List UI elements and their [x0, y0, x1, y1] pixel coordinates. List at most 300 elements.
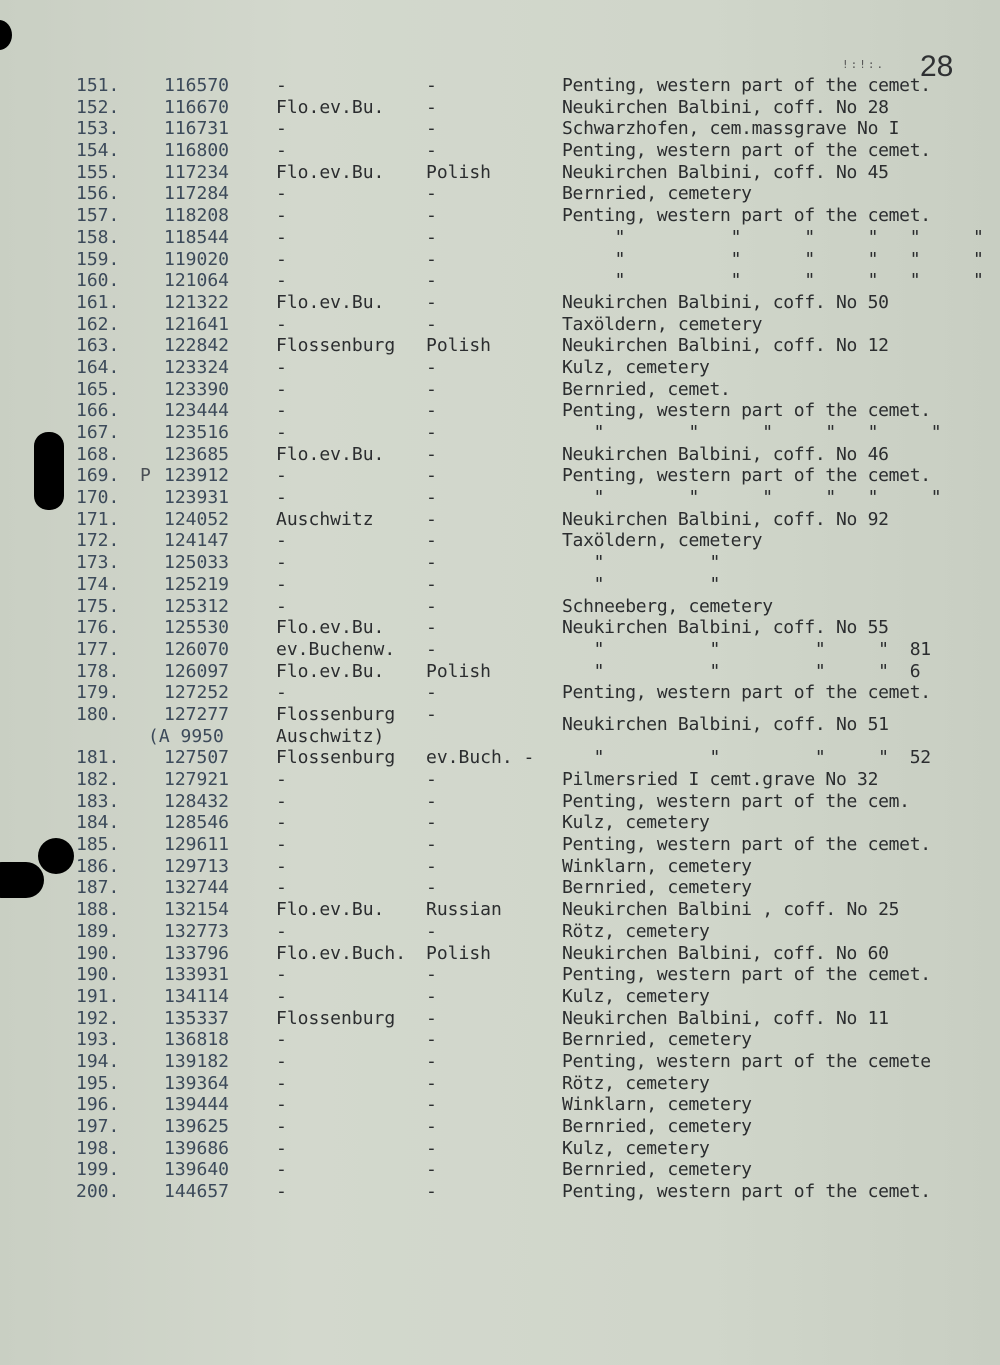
row-prefix: P [140, 465, 151, 487]
nationality: - [426, 638, 437, 660]
origin-camp: - [276, 248, 287, 270]
burial-place: Kulz, cemetery [562, 356, 710, 378]
table-row [0, 1181, 1000, 1203]
registration-number: 123390 [164, 378, 230, 400]
table-row [0, 487, 1000, 509]
nationality: - [426, 422, 437, 443]
nationality: - [426, 552, 437, 574]
row-number: 172. [76, 530, 120, 552]
table-row [0, 1051, 1000, 1073]
burial-place: Neukirchen Balbini, coff. No 55 [562, 617, 889, 639]
row-number: 194. [76, 1050, 120, 1072]
registration-number: 139686 [164, 1137, 230, 1159]
table-row [0, 1073, 1000, 1095]
burial-place: Bernried, cemetery [562, 1029, 752, 1051]
table-row [0, 444, 1000, 466]
origin-camp: - [276, 118, 287, 140]
origin-camp: - [276, 1029, 287, 1051]
nationality: Polish [426, 161, 492, 183]
table-row [0, 205, 1000, 227]
nationality: - [426, 573, 437, 595]
registration-number: 117284 [164, 183, 230, 205]
table-row [0, 335, 1000, 357]
registration-number: 128432 [164, 790, 230, 812]
origin-camp: - [276, 1072, 287, 1094]
registration-number: 132773 [164, 920, 230, 942]
origin-camp: - [276, 422, 287, 443]
origin-camp: - [276, 769, 287, 791]
burial-place: Penting, western part of the cemet. [562, 400, 931, 422]
registration-number: 116731 [164, 118, 230, 140]
row-number: 196. [76, 1094, 120, 1116]
origin-camp: - [276, 487, 287, 509]
origin-camp: Flossenburg [276, 703, 396, 725]
table-row [0, 552, 1000, 574]
row-number: 159. [76, 248, 120, 270]
nationality: - [426, 595, 437, 617]
burial-place: " " " " " " [562, 270, 984, 292]
origin-camp: - [276, 552, 287, 574]
table-row [0, 943, 1000, 965]
nationality: - [426, 530, 437, 552]
row-number: 192. [76, 1007, 120, 1029]
row-number: 190. [76, 942, 120, 964]
origin-camp: - [276, 183, 287, 205]
registration-number: 129611 [164, 834, 230, 856]
row-number: 186. [76, 855, 120, 877]
nationality: - [426, 1137, 437, 1159]
nationality: Polish [426, 660, 492, 682]
table-row [0, 400, 1000, 422]
burial-place: Penting, western part of the cemete [562, 1050, 931, 1072]
nationality: - [426, 682, 437, 704]
row-number: 189. [76, 920, 120, 942]
burial-place: " " [562, 573, 721, 595]
registration-number: 125219 [164, 573, 230, 595]
registration-number: 123444 [164, 400, 230, 422]
origin-camp: Flo.ev.Bu. [276, 443, 385, 465]
page-number: 28 [920, 50, 954, 83]
row-number: 182. [76, 769, 120, 791]
table-row [0, 422, 1000, 444]
row-number: 161. [76, 291, 120, 313]
row-number: 152. [76, 96, 120, 118]
table-row [0, 791, 1000, 813]
row-number: 165. [76, 378, 120, 400]
burial-place: Penting, western part of the cemet. [562, 1181, 931, 1203]
row-number: 174. [76, 573, 120, 595]
table-row [0, 661, 1000, 683]
burial-place: " " " " " " [562, 487, 942, 509]
row-number: 199. [76, 1159, 120, 1181]
burial-place: Penting, western part of the cemet. [562, 465, 931, 487]
nationality: - [426, 1072, 437, 1094]
table-row [0, 270, 1000, 292]
row-number: 187. [76, 877, 120, 899]
registration-number: 139444 [164, 1094, 230, 1116]
registration-number: 128546 [164, 812, 230, 834]
registration-number: 121322 [164, 291, 230, 313]
table-row [0, 747, 1000, 769]
origin-camp: - [276, 964, 287, 986]
origin-camp: - [276, 1181, 287, 1203]
table-row [0, 530, 1000, 552]
burial-place: Neukirchen Balbini, coff. No 50 [562, 291, 889, 313]
row-number: 179. [76, 682, 120, 704]
burial-place: Taxöldern, cemetery [562, 530, 763, 552]
nationality: - [426, 964, 437, 986]
origin-camp: - [276, 595, 287, 617]
origin-camp: - [276, 834, 287, 856]
registration-number: 123516 [164, 422, 230, 443]
burial-place: Bernried, cemetery [562, 1116, 752, 1138]
burial-place: Schwarzhofen, cem.massgrave No I [562, 118, 900, 140]
burial-place: " " [562, 552, 721, 574]
registration-number: 127252 [164, 682, 230, 704]
row-number: 188. [76, 899, 120, 921]
burial-place: Penting, western part of the cemet. [562, 834, 931, 856]
registration-number: 126097 [164, 660, 230, 682]
registration-number: 121064 [164, 270, 230, 292]
burial-place: Rötz, cemetery [562, 920, 710, 942]
origin-camp: - [276, 877, 287, 899]
registration-number: 139625 [164, 1116, 230, 1138]
table-row [0, 314, 1000, 336]
nationality: - [426, 508, 437, 530]
burial-place: " " " " 52 [562, 747, 931, 769]
row-number: 185. [76, 834, 120, 856]
nationality: - [426, 769, 437, 791]
origin-camp: - [276, 465, 287, 487]
burial-place: Neukirchen Balbini, coff. No 28 [562, 96, 889, 118]
registration-number: 125312 [164, 595, 230, 617]
table-row [0, 1159, 1000, 1181]
origin-camp: - [276, 205, 287, 227]
registration-number: 134114 [164, 985, 230, 1007]
nationality: - [426, 443, 437, 465]
table-row [0, 227, 1000, 249]
row-number: 171. [76, 508, 120, 530]
nationality: - [426, 183, 437, 205]
registration-number-secondary: (A 9950 [148, 725, 224, 747]
registration-number: 132744 [164, 877, 230, 899]
origin-camp: - [276, 378, 287, 400]
registration-number: 127277 [164, 703, 230, 725]
table-row [0, 704, 1000, 747]
registration-number: 118544 [164, 226, 230, 248]
origin-camp: Flo.ev.Bu. [276, 617, 385, 639]
registration-number: 123912 [164, 465, 230, 487]
table-row [0, 921, 1000, 943]
nationality: - [426, 920, 437, 942]
row-number: 168. [76, 443, 120, 465]
table-row [0, 899, 1000, 921]
burial-place: Penting, western part of the cem. [562, 790, 910, 812]
registration-number: 125530 [164, 617, 230, 639]
registration-number: 124052 [164, 508, 230, 530]
origin-camp: - [276, 1094, 287, 1116]
registration-number: 135337 [164, 1007, 230, 1029]
table-row [0, 1116, 1000, 1138]
row-number: 181. [76, 747, 120, 769]
nationality: - [426, 487, 437, 509]
origin-camp: - [276, 313, 287, 335]
registration-number: 125033 [164, 552, 230, 574]
table-row [0, 249, 1000, 271]
nationality: - [426, 356, 437, 378]
origin-camp: Flo.ev.Bu. [276, 291, 385, 313]
burial-place: Winklarn, cemetery [562, 1094, 752, 1116]
registration-number: 133931 [164, 964, 230, 986]
origin-camp: - [276, 985, 287, 1007]
nationality: - [426, 1116, 437, 1138]
nationality: - [426, 465, 437, 487]
table-row [0, 639, 1000, 661]
nationality: - [426, 1159, 437, 1181]
row-number: 200. [76, 1181, 120, 1203]
burial-place: Bernried, cemetery [562, 1159, 752, 1181]
burial-place: " " " " 81 [562, 638, 931, 660]
origin-camp: - [276, 75, 287, 96]
origin-camp: - [276, 226, 287, 248]
registration-number: 132154 [164, 899, 230, 921]
table-row [0, 574, 1000, 596]
origin-camp: ev.Buchenw. [276, 638, 396, 660]
nationality: - [426, 400, 437, 422]
origin-camp: - [276, 573, 287, 595]
table-row [0, 964, 1000, 986]
origin-camp: - [276, 356, 287, 378]
origin-camp: - [276, 855, 287, 877]
table-row [0, 986, 1000, 1008]
row-number: 190. [76, 964, 120, 986]
origin-camp: - [276, 920, 287, 942]
row-number: 193. [76, 1029, 120, 1051]
burial-place: Neukirchen Balbini, coff. No 92 [562, 508, 889, 530]
nationality: - [426, 812, 437, 834]
registration-number: 136818 [164, 1029, 230, 1051]
nationality: - [426, 1050, 437, 1072]
row-number: 184. [76, 812, 120, 834]
table-row [0, 509, 1000, 531]
nationality: - [426, 270, 437, 292]
origin-camp: - [276, 1116, 287, 1138]
nationality: - [426, 140, 437, 162]
burial-place: Schneeberg, cemetery [562, 595, 773, 617]
burial-place: Penting, western part of the cemet. [562, 682, 931, 704]
row-number: 198. [76, 1137, 120, 1159]
burial-place: Neukirchen Balbini, coff. No 51 [562, 713, 889, 735]
burial-place: Neukirchen Balbini, coff. No 46 [562, 443, 889, 465]
row-number: 151. [76, 75, 120, 96]
origin-camp: - [276, 1159, 287, 1181]
nationality: Polish [426, 335, 492, 357]
punch-hole-top [0, 20, 12, 50]
table-row [0, 877, 1000, 899]
origin-camp: - [276, 530, 287, 552]
row-number: 166. [76, 400, 120, 422]
origin-camp-secondary: Auschwitz) [276, 725, 385, 747]
burial-place: Kulz, cemetery [562, 812, 710, 834]
registration-number: 124147 [164, 530, 230, 552]
burial-place: Taxöldern, cemetery [562, 313, 763, 335]
nationality: - [426, 877, 437, 899]
table-row [0, 292, 1000, 314]
row-number: 167. [76, 422, 120, 443]
table-row [0, 596, 1000, 618]
registration-number: 127921 [164, 769, 230, 791]
nationality: - [426, 1181, 437, 1203]
burial-place: Penting, western part of the cemet. [562, 205, 931, 227]
nationality: - [426, 1007, 437, 1029]
origin-camp: - [276, 1137, 287, 1159]
nationality: - [426, 855, 437, 877]
registration-number: 139364 [164, 1072, 230, 1094]
origin-camp: Auschwitz [276, 508, 374, 530]
nationality: - [426, 75, 437, 96]
burial-place: Kulz, cemetery [562, 1137, 710, 1159]
origin-camp: - [276, 140, 287, 162]
origin-camp: Flossenburg [276, 1007, 396, 1029]
origin-camp: Flo.ev.Buch. [276, 942, 407, 964]
row-number: 177. [76, 638, 120, 660]
row-number: 163. [76, 335, 120, 357]
registration-number: 144657 [164, 1181, 230, 1203]
nationality: - [426, 248, 437, 270]
row-number: 191. [76, 985, 120, 1007]
burial-place: Neukirchen Balbini, coff. No 11 [562, 1007, 889, 1029]
table-row [0, 118, 1000, 140]
burial-place: Pilmersried I cemt.grave No 32 [562, 769, 879, 791]
origin-camp: - [276, 812, 287, 834]
row-number: 160. [76, 270, 120, 292]
row-number: 170. [76, 487, 120, 509]
table-row [0, 1008, 1000, 1030]
burial-place: Neukirchen Balbini , coff. No 25 [562, 899, 900, 921]
nationality: - [426, 96, 437, 118]
burial-place: Bernried, cemetery [562, 183, 752, 205]
table-row [0, 140, 1000, 162]
row-number: 162. [76, 313, 120, 335]
table-row [0, 1029, 1000, 1051]
register-table [0, 75, 1000, 1203]
registration-number: 123931 [164, 487, 230, 509]
table-row [0, 379, 1000, 401]
nationality: - [426, 205, 437, 227]
burial-place: Neukirchen Balbini, coff. No 12 [562, 335, 889, 357]
origin-camp: - [276, 1050, 287, 1072]
table-row [0, 357, 1000, 379]
row-number: 158. [76, 226, 120, 248]
burial-place: Kulz, cemetery [562, 985, 710, 1007]
page-mark: !:!:. [842, 58, 886, 71]
registration-number: 127507 [164, 747, 230, 769]
burial-place: Rötz, cemetery [562, 1072, 710, 1094]
registration-number: 139182 [164, 1050, 230, 1072]
nationality: - [426, 985, 437, 1007]
row-number: 178. [76, 660, 120, 682]
row-number: 173. [76, 552, 120, 574]
origin-camp: Flo.ev.Bu. [276, 660, 385, 682]
registration-number: 123324 [164, 356, 230, 378]
registration-number: 118208 [164, 205, 230, 227]
burial-place: Penting, western part of the cemet. [562, 964, 931, 986]
burial-place: Bernried, cemetery [562, 877, 752, 899]
row-number: 153. [76, 118, 120, 140]
row-number: 183. [76, 790, 120, 812]
registration-number: 116670 [164, 96, 230, 118]
registration-number: 117234 [164, 161, 230, 183]
burial-place: " " " " 6 [562, 660, 921, 682]
table-row [0, 183, 1000, 205]
nationality: - [426, 1029, 437, 1051]
table-row [0, 1094, 1000, 1116]
table-row [0, 162, 1000, 184]
burial-place: Penting, western part of the cemet. [562, 75, 931, 96]
row-number: 157. [76, 205, 120, 227]
row-number: 195. [76, 1072, 120, 1094]
table-row [0, 812, 1000, 834]
registration-number: 139640 [164, 1159, 230, 1181]
origin-camp: Flossenburg [276, 335, 396, 357]
burial-place: Neukirchen Balbini, coff. No 60 [562, 942, 889, 964]
table-row [0, 682, 1000, 704]
nationality: Polish [426, 942, 492, 964]
origin-camp: - [276, 400, 287, 422]
origin-camp: Flossenburg [276, 747, 396, 769]
table-row [0, 769, 1000, 791]
registration-number: 119020 [164, 248, 230, 270]
table-row [0, 617, 1000, 639]
registration-number: 116570 [164, 75, 230, 96]
table-row [0, 465, 1000, 487]
row-number: 197. [76, 1116, 120, 1138]
nationality: - [426, 291, 437, 313]
nationality: Russian [426, 899, 502, 921]
registration-number: 133796 [164, 942, 230, 964]
row-number: 180. [76, 703, 120, 725]
nationality: - [426, 617, 437, 639]
burial-place: " " " " " " [562, 422, 942, 443]
row-number: 155. [76, 161, 120, 183]
table-row [0, 97, 1000, 119]
nationality: - [426, 226, 437, 248]
row-number: 154. [76, 140, 120, 162]
registration-number: 123685 [164, 443, 230, 465]
nationality: - [426, 313, 437, 335]
burial-place: " " " " " " [562, 248, 984, 270]
nationality: - [426, 378, 437, 400]
nationality: - [426, 834, 437, 856]
table-row [0, 75, 1000, 97]
table-row [0, 834, 1000, 856]
registration-number: 126070 [164, 638, 230, 660]
nationality: - [426, 1094, 437, 1116]
origin-camp: - [276, 790, 287, 812]
nationality: - [426, 703, 437, 725]
origin-camp: Flo.ev.Bu. [276, 899, 385, 921]
burial-place: Penting, western part of the cemet. [562, 140, 931, 162]
table-row [0, 856, 1000, 878]
registration-number: 129713 [164, 855, 230, 877]
row-number: 175. [76, 595, 120, 617]
registration-number: 116800 [164, 140, 230, 162]
registration-number: 122842 [164, 335, 230, 357]
row-number: 169. [76, 465, 120, 487]
nationality: - [426, 118, 437, 140]
origin-camp: - [276, 270, 287, 292]
registration-number: 121641 [164, 313, 230, 335]
